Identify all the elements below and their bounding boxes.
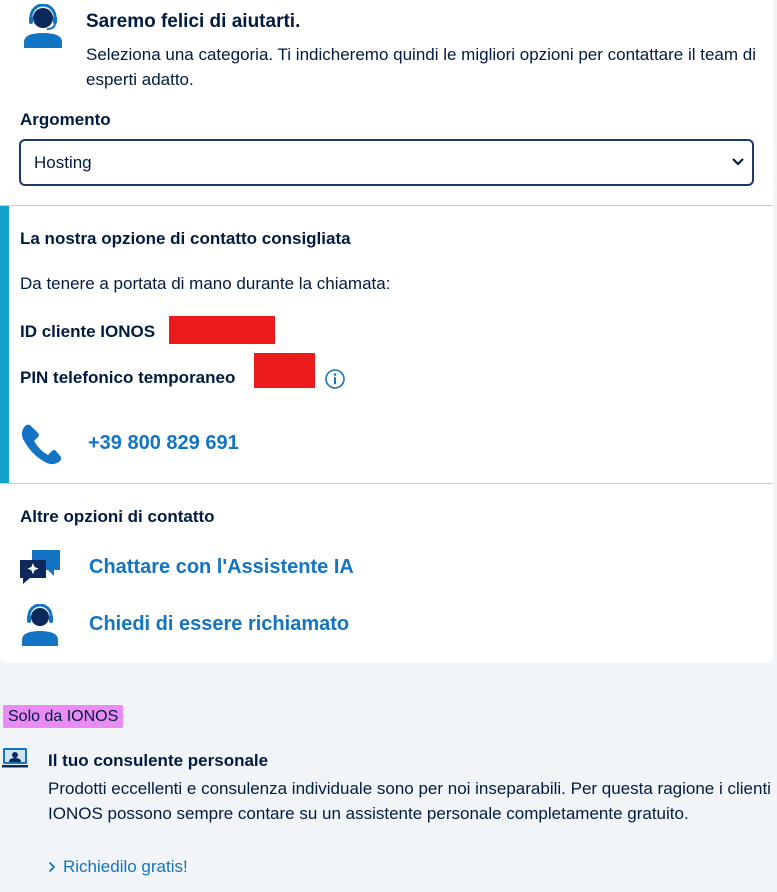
header-subtitle: Seleziona una categoria. Ti indicheremo quindi le migliori opzioni per contattare il team di esperti adatto. <box>86 45 756 89</box>
recommended-accent-bar <box>0 206 9 483</box>
exclusive-badge: Solo da IONOS <box>3 705 123 728</box>
pin-redacted <box>254 353 315 388</box>
request-consultant-label: Richiedilo gratis! <box>63 857 188 876</box>
topic-label: Argomento <box>20 110 111 129</box>
callback-link[interactable]: Chiedi di essere richiamato <box>89 613 350 635</box>
phone-icon <box>17 423 61 465</box>
consultant-icon <box>2 747 28 768</box>
pin-label: PIN telefonico temporaneo <box>20 368 236 387</box>
chevron-down-icon <box>730 154 746 170</box>
divider <box>0 483 773 484</box>
consultant-title: Il tuo consulente personale <box>48 751 269 770</box>
customer-id-redacted <box>169 316 275 344</box>
divider <box>0 205 773 206</box>
info-icon[interactable] <box>324 368 346 390</box>
headset-agent-icon <box>20 604 60 646</box>
chat-ai-icon <box>18 548 62 586</box>
topic-select[interactable] <box>19 139 754 186</box>
consultant-text: Prodotti eccellenti e consulenza individuale sono per noi inseparabili. Per questa ragione i clienti IONOS possono sempre contare su un assistente personale completamente gratuito. <box>48 779 771 823</box>
recommended-intro: Da tenere a portata di mano durante la chiamata: <box>20 274 391 293</box>
recommended-title: La nostra opzione di contatto consigliata <box>20 229 351 248</box>
chevron-right-icon <box>48 861 56 873</box>
chat-assistant-link[interactable]: Chattare con l'Assistente IA <box>89 556 354 578</box>
header-title: Saremo felici di aiutarti. <box>86 11 301 32</box>
other-options-title: Altre opzioni di contatto <box>20 507 215 526</box>
request-consultant-link[interactable] <box>48 857 188 877</box>
topic-selected-value: Hosting <box>34 152 92 172</box>
phone-number-link[interactable]: +39 800 829 691 <box>88 432 239 454</box>
support-agent-icon <box>20 4 66 48</box>
customer-id-label: ID cliente IONOS <box>20 322 156 341</box>
